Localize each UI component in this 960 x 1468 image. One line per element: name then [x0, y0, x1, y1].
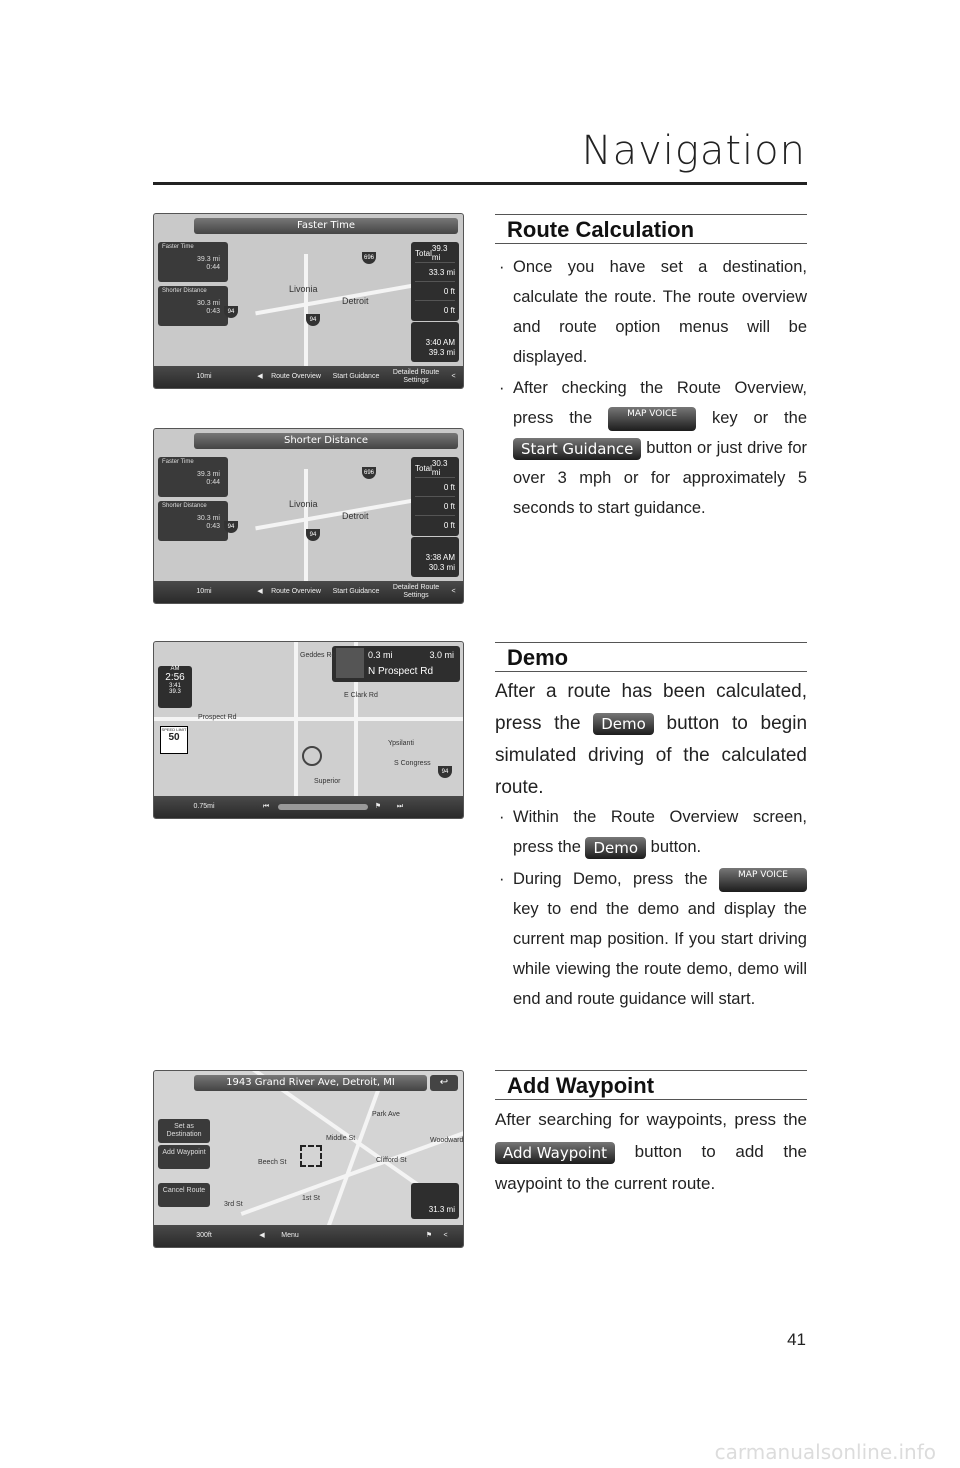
street-label: Geddes Rd	[300, 652, 336, 659]
bullet-dot: ·	[499, 258, 505, 276]
info-value: 33.3 mi	[428, 267, 455, 277]
address-title: 1943 Grand River Ave, Detroit, MI	[194, 1075, 427, 1091]
bullet-text	[513, 373, 807, 523]
highway-shield: 94	[224, 521, 238, 533]
map-scale: 0.75mi	[193, 803, 215, 810]
map-label: Detroit	[342, 511, 369, 521]
set-as-destination-button[interactable]: Set as Destination	[158, 1119, 210, 1143]
page-number: 41	[787, 1330, 806, 1349]
section-heading-route-calculation	[495, 214, 807, 244]
guidance-panel	[332, 646, 460, 682]
volume-icon[interactable]: ◀	[259, 1232, 265, 1239]
route-option-faster[interactable]	[158, 457, 228, 497]
info-value: 30.3 mi	[431, 459, 448, 477]
street-label: E Clark Rd	[344, 692, 378, 699]
demo-bullet-2	[495, 864, 807, 1014]
bullet-dot: ·	[499, 379, 505, 397]
street-label: 3rd St	[224, 1201, 243, 1208]
bullet-text-part: After checking the Route Overview, press the	[513, 379, 807, 427]
turn-arrow-icon	[336, 648, 364, 678]
demo-button-icon: Demo	[593, 713, 654, 735]
route-info-panel	[411, 242, 459, 321]
para-text: button to begin simulated driving of the calculated route.	[495, 713, 808, 798]
bullet-text	[513, 802, 807, 862]
map-road	[294, 642, 298, 802]
eta-time: 3:41	[169, 683, 181, 689]
highway-shield: 94	[306, 529, 320, 541]
bottom-toolbar	[154, 366, 463, 388]
eta-distance: 31.3 mi	[428, 1205, 455, 1214]
route-option-dist: 30.3 mi	[197, 300, 220, 307]
map-scale: 10mi	[196, 373, 212, 380]
route-option-shorter[interactable]	[158, 286, 228, 326]
bullet-text-part: button or just drive for over 3 mph or for approximately 5 seconds to start guidance.	[513, 439, 807, 517]
route-overview-screen-faster	[153, 213, 464, 389]
menu-button[interactable]: Menu	[281, 1232, 299, 1239]
clock-ampm: AM	[170, 666, 180, 672]
section-heading-text: Route Calculation	[507, 217, 695, 242]
speed-limit-label: SPEED LIMIT	[161, 727, 187, 732]
start-guidance-button[interactable]: Start Guidance	[332, 373, 380, 380]
route-option-time: 0:43	[206, 523, 220, 530]
route-option-dist: 30.3 mi	[197, 515, 220, 522]
bullet-dot: ·	[499, 870, 505, 888]
route-overview-button[interactable]: Route Overview	[271, 373, 321, 380]
para-text: After searching for waypoints, press the	[495, 1110, 807, 1129]
demo-toolbar	[154, 796, 463, 818]
bullet-text-part: During Demo, press the	[513, 870, 708, 888]
bottom-toolbar	[154, 581, 463, 603]
route-option-time: 0:44	[206, 479, 220, 486]
route-option-time: 0:44	[206, 264, 220, 271]
map-road	[327, 1075, 385, 1227]
info-value: 0 ft	[443, 286, 455, 296]
eta-time: 3:38 AM	[425, 553, 455, 562]
back-icon[interactable]: <	[443, 1232, 448, 1239]
eta-box	[411, 537, 459, 577]
destination-flag-icon: ⚑	[425, 1232, 433, 1239]
route-option-dist: 39.3 mi	[197, 471, 220, 478]
bullet-text: Once you have set a destination, calculate the route. The route overview and route option menus will be displayed.	[513, 258, 807, 366]
bullet-text	[513, 864, 807, 1014]
highway-shield: 94	[224, 306, 238, 318]
fast-forward-icon[interactable]: ⏭	[396, 803, 404, 810]
bullet-dot: ·	[499, 808, 505, 826]
section-heading-demo	[495, 642, 807, 672]
eta-time: 3:40 AM	[425, 338, 455, 347]
eta-box	[411, 322, 459, 362]
street-label: Superior	[314, 778, 341, 785]
street-label: Woodward	[430, 1137, 464, 1144]
turn-distance: 0.3 mi	[368, 650, 393, 660]
street-label: Ypsilanti	[388, 740, 414, 747]
info-value: 0 ft	[443, 305, 455, 315]
eta-distance: 30.3 mi	[428, 563, 455, 572]
info-value: 0 ft	[443, 520, 455, 530]
eta-distance: 39.3	[169, 689, 181, 695]
bullet-text-part: button.	[650, 838, 702, 856]
add-waypoint-button-icon: Add Waypoint	[495, 1142, 615, 1164]
bullet-text-part: Within the Route Overview screen, press the	[513, 808, 807, 856]
route-option-shorter[interactable]	[158, 501, 228, 541]
route-info-panel	[411, 457, 459, 536]
clock-time: 2:56	[165, 672, 185, 683]
map-scale: 10mi	[196, 588, 212, 595]
demo-screen	[153, 641, 464, 819]
add-waypoint-button[interactable]: Add Waypoint	[158, 1145, 210, 1169]
street-label: Prospect Rd	[198, 714, 237, 721]
start-guidance-button-icon: Start Guidance	[513, 438, 641, 460]
detailed-route-settings-button[interactable]: Detailed Route Settings	[392, 584, 440, 599]
route-option-dist: 39.3 mi	[197, 256, 220, 263]
demo-button-icon: Demo	[585, 837, 646, 859]
street-label: Park Ave	[372, 1111, 400, 1118]
demo-bullet-1	[495, 802, 807, 862]
info-label: Total	[415, 463, 432, 473]
rewind-icon[interactable]: ⏮	[262, 803, 270, 810]
start-guidance-button[interactable]: Start Guidance	[332, 588, 380, 595]
highway-shield: 696	[362, 252, 376, 264]
speed-limit-sign	[160, 726, 188, 754]
route-overview-button[interactable]: Route Overview	[271, 588, 321, 595]
volume-icon[interactable]: ◀	[257, 588, 263, 595]
back-button[interactable]: ↩	[430, 1075, 458, 1091]
crosshair-icon	[300, 1145, 322, 1167]
screen-title: Shorter Distance	[194, 433, 458, 449]
street-label: Middle St	[326, 1135, 356, 1142]
street-label: S Congress	[394, 760, 431, 767]
detailed-route-settings-button[interactable]: Detailed Route Settings	[392, 369, 440, 384]
route-option-faster[interactable]	[158, 242, 228, 282]
bullet-text-part: key to end the demo and display the current map position. If you start driving while viewing the route demo, demo will end and route guidance will start.	[513, 900, 807, 1008]
volume-icon[interactable]: ◀	[257, 373, 263, 380]
demo-paragraph	[495, 676, 807, 804]
watermark: carmanualsonline.info	[714, 1440, 936, 1464]
waypoint-paragraph	[495, 1104, 807, 1200]
highway-shield: 696	[362, 467, 376, 479]
clock-box	[158, 666, 192, 708]
map-voice-key-icon: MAP VOICE	[719, 868, 807, 892]
map-label: Livonia	[289, 499, 318, 509]
route-option-name: Faster Time	[162, 244, 194, 250]
info-value: 39.3 mi	[431, 244, 448, 262]
highway-shield: 94	[306, 314, 320, 326]
screen-title: Faster Time	[194, 218, 458, 234]
route-overview-screen-shorter	[153, 428, 464, 604]
info-value: 0 ft	[443, 482, 455, 492]
street-name: N Prospect Rd	[368, 666, 434, 677]
header-rule	[153, 182, 807, 185]
page-title: Navigation	[581, 128, 806, 174]
bottom-toolbar	[154, 1225, 463, 1247]
street-label: 1st St	[302, 1195, 320, 1202]
route-option-time: 0:43	[206, 308, 220, 315]
section-heading-text: Demo	[507, 645, 569, 670]
vehicle-position-icon	[302, 746, 322, 766]
add-waypoint-screen	[153, 1070, 464, 1248]
route-option-name: Shorter Distance	[162, 503, 207, 509]
speed-limit-value: 50	[168, 732, 180, 743]
demo-progress-slider[interactable]	[278, 804, 368, 810]
map-voice-key-icon: MAP VOICE	[608, 407, 696, 431]
para-text: button to add the waypoint to the current route.	[495, 1142, 807, 1193]
para-text: After a route has been calculated, press the	[495, 681, 807, 734]
map-label: Livonia	[289, 284, 318, 294]
bullet-text-part: key or the	[711, 409, 807, 427]
street-label: Beech St	[258, 1159, 287, 1166]
route-option-name: Faster Time	[162, 459, 194, 465]
section-heading-add-waypoint	[495, 1070, 807, 1100]
info-value: 0 ft	[443, 501, 455, 511]
destination-flag-icon: ⚑	[374, 803, 382, 810]
map-label: Detroit	[342, 296, 369, 306]
back-icon[interactable]: <	[451, 588, 456, 595]
section-heading-text: Add Waypoint	[507, 1073, 655, 1098]
info-label: Total	[415, 248, 432, 258]
route-bullet-1	[495, 252, 807, 372]
street-label: Clifford St	[376, 1157, 407, 1164]
cancel-route-button[interactable]: Cancel Route	[158, 1183, 210, 1207]
map-scale: 300ft	[196, 1232, 212, 1239]
route-option-name: Shorter Distance	[162, 288, 207, 294]
back-icon[interactable]: <	[451, 373, 456, 380]
next-turn-distance: 3.0 mi	[429, 650, 454, 660]
eta-box	[411, 1183, 459, 1219]
eta-distance: 39.3 mi	[428, 348, 455, 357]
highway-shield: 94	[438, 766, 452, 778]
route-bullet-2	[495, 373, 807, 523]
